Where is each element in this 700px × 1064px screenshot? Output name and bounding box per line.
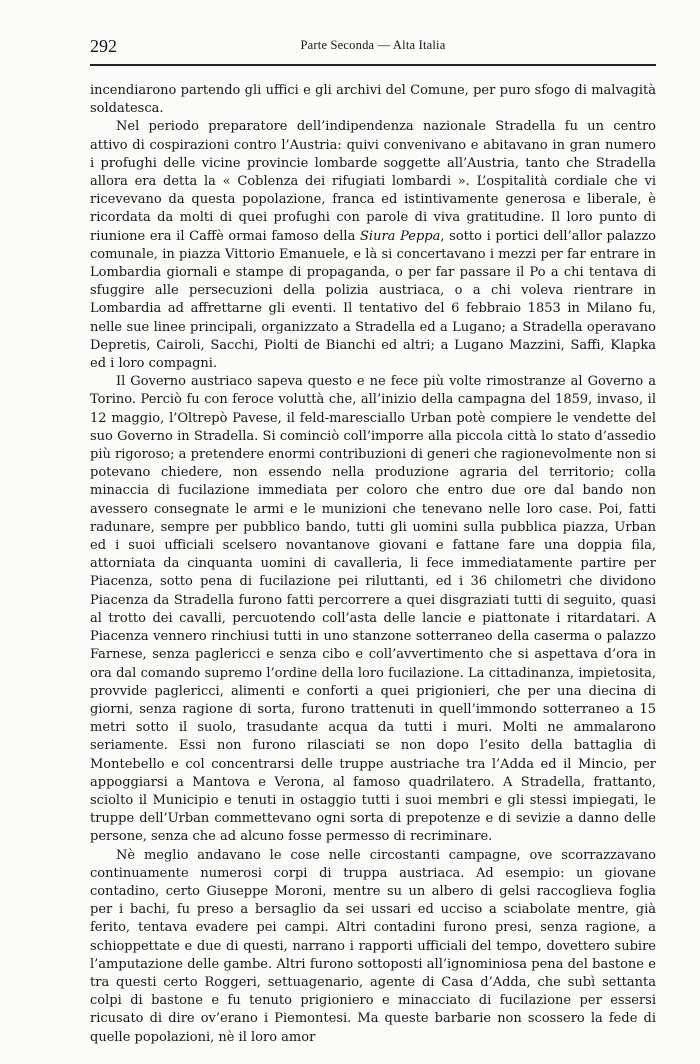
cafe-name: Siura Peppa	[360, 228, 441, 244]
body-text	[90, 82, 656, 1047]
paragraph-2-part-1: Nel periodo preparatore dell’indipendenza nazionale Stradella fu un centro attivo di cospirazioni contro l’Austria: quivi convenivano e abitavano in gran numero i profughi delle vicine provincie lombarde soggette all’Austria, tanto che Stradella allora era detta la « Coblenza dei rifugiati lombardi ». L’ospitalità cordiale che vi ricevevano da questa popolazione, franca ed istintivamente generosa e liberale, è ricordata da molti di quei profughi con parole di viva gratitudine. Il loro punto di riunione era il Caffè ormai famoso della	[90, 119, 656, 244]
page-header	[90, 36, 656, 60]
paragraph-3: Il Governo austriaco sapeva questo e ne fece più volte rimostranze al Governo a Torino. Perciò fu con feroce voluttà che, all’inizio della campagna del 1859, invaso, il 12 maggio, l’Oltrepò Pavese, il feld-maresciallo Urban potè compiere le vendette del suo Governo in Stradella. Si cominciò coll’imporre alla piccola città lo stato d’assedio più rigoroso; a pretendere enormi contribuzioni di generi che ragionevolmente non si potevano chiedere, non essendo nella produzione agraria del territorio; colla minaccia di fucilazione immediata per coloro che entro due ore dal bando non avessero consegnate le armi e le munizioni che tenevano nelle loro case. Poi, fatti radunare, sempre per pubblico bando, tutti gli uomini sulla pubblica piazza, Urban ed i suoi ufficiali scelsero novantanove giovani e fattane fare una doppia fila, attorniata da cinquanta uomini di cavalleria, li fece immediatamente partire per Piacenza, sotto pena di fucilazione pei riluttanti, ed i 36 chilometri che dividono Piacenza da Stradella furono fatti percorrere a quei disgraziati tutti di seguito, quasi al trotto dei cavalli, percuotendo coll’asta delle lancie e piattonate i ritardatari. A Piacenza vennero rinchiusi tutti in uno stanzone sotterraneo della caserma o palazzo Farnese, senza paglericci e senza cibo e coll’avvertimento che si aspettava d’ora in ora dal comando supremo l’ordine della loro fucilazione. La cittadinanza, impietosita, provvide paglericci, alimenti e conforti a quei prigionieri, che per una diecina di giorni, senza ragione di sorta, furono trattenuti in quell’immondo sotterraneo a 15 metri sotto il suolo, trasudante acqua da tutti i muri. Molti ne ammalarono seriamente. Essi non furono rilasciati se non dopo l’esito della battaglia di Montebello e col concentrarsi delle truppe austriache tra l’Adda ed il Mincio, per appoggiarsi a Mantova e Verona, al famoso quadrilatero. A Stradella, frattanto, sciolto il Municipio e tenuti in ostaggio tutti i suoi membri e gli stessi impiegati, le truppe dell’Urban commettevano ogni sorta di prepotenze e di sevizie a danno delle persone, senza che ad alcuno fosse permesso di recriminare.	[90, 374, 656, 845]
page-number: 292	[90, 36, 117, 56]
header-rule	[90, 64, 656, 66]
paragraph-2-part-2: , sotto i portici dell’allor palazzo comunale, in piazza Vittorio Emanuele, e là si concertavano i mezzi per far entrare in Lombardia giornali e stampe di propaganda, o per far passare il Po a chi tentava di sfuggire alle persecuzioni della polizia austriaca, o a chi voleva rientrare in Lombardia ad affrettarne gli eventi. Il tentativo del 6 febbraio 1853 in Milano fu, nelle sue linee principali, organizzato a Stradella ed a Lugano; a Stradella operavano Depretis, Cairoli, Sacchi, Piolti de Bianchi ed altri; a Lugano Mazzini, Saffi, Klapka ed i loro compagni.	[90, 228, 657, 372]
paragraph-4: Nè meglio andavano le cose nelle circostanti campagne, ove scorrazzavano continuamente numerosi corpi di truppa austriaca. Ad esempio: un giovane contadino, certo Giuseppe Moroni, mentre su un albero di gelsi raccoglieva foglia per i bachi, fu preso a bersaglio da sei ussari ed ucciso a sciabolate mentre, già ferito, tentava evadere pei campi. Altri contadini furono presi, senza ragione, a schioppettate e due di questi, narrano i rapporti ufficiali del tempo, dovettero subire l’amputazione delle gambe. Altri furono sottoposti all’ignominiosa pena del bastone e tra questi certo Roggeri, settuagenario, agente di Casa d’Adda, che subì settanta colpi di bastone e fu tenuto prigioniero e minacciato di fucilazione per essersi ricusato di dire ov’erano i Piemontesi. Ma queste barbarie non scossero la fede di quelle popolazioni, nè il loro amor	[90, 847, 656, 1045]
paragraph-2	[90, 118, 656, 373]
paragraph-1: incendiarono partendo gli uffici e gli archivi del Comune, per puro sfogo di malvagità soldatesca.	[90, 83, 656, 117]
running-title: Parte Seconda — Alta Italia	[300, 38, 446, 52]
